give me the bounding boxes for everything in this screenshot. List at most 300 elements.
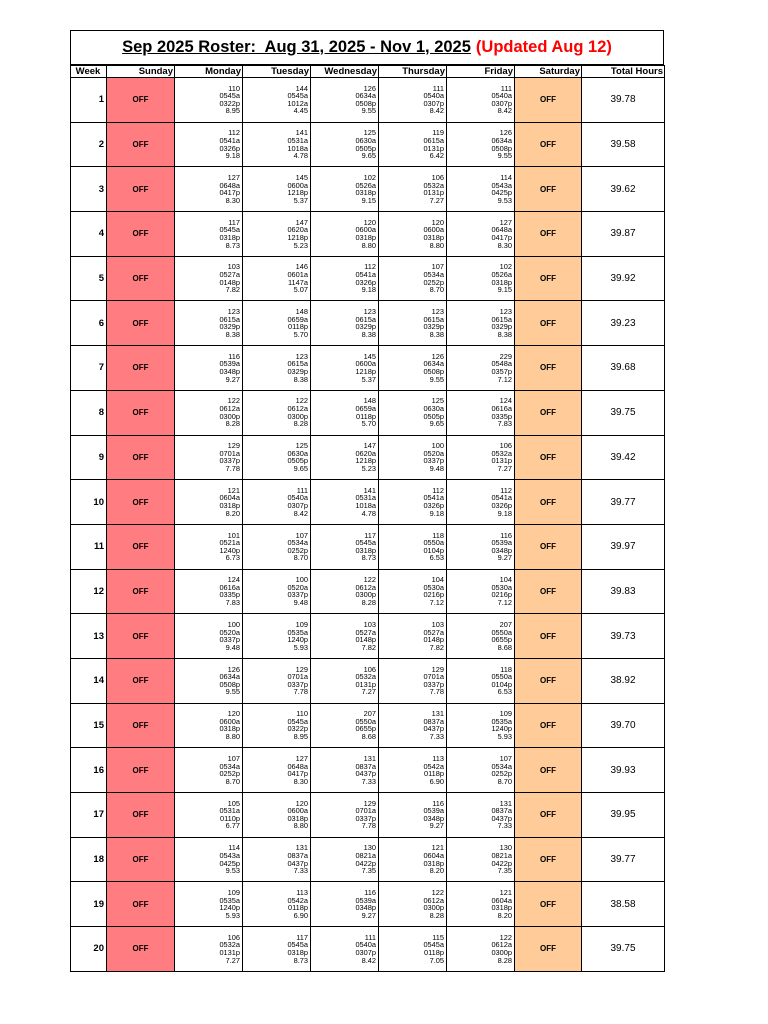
shift-run: 103	[227, 262, 240, 272]
shift-run: 117	[296, 932, 308, 942]
shift-end: 0318p	[355, 545, 376, 555]
shift-end: 0118p	[287, 322, 308, 332]
shift-run: 121	[227, 485, 240, 495]
shift-start: 0539a	[355, 895, 376, 905]
week-number: 13	[71, 614, 107, 659]
shift-start: 0612a	[423, 895, 444, 905]
wednesday-shift-cell	[311, 167, 379, 212]
thursday-shift-cell	[379, 390, 447, 435]
wednesday-shift-cell	[311, 748, 379, 793]
shift-run: 125	[363, 128, 376, 138]
shift-start: 0541a	[355, 270, 376, 279]
sunday-off-cell: OFF	[107, 927, 175, 972]
shift-end: 0505p	[355, 143, 376, 153]
shift-run: 123	[227, 307, 240, 317]
thursday-shift-cell	[379, 927, 447, 972]
shift-hours: 8.70	[225, 776, 240, 786]
shift-start: 0534a	[219, 761, 240, 771]
shift-hours: 5.37	[361, 374, 376, 384]
shift-run: 131	[363, 753, 376, 763]
shift-end: 0300p	[355, 590, 376, 600]
shift-start: 0600a	[423, 225, 444, 235]
header-row	[71, 66, 665, 78]
shift-start: 0545a	[287, 91, 308, 101]
shift-hours: 9.55	[225, 687, 240, 697]
monday-shift-cell	[175, 703, 243, 748]
week-number: 17	[71, 793, 107, 838]
shift-end: 0437p	[423, 724, 444, 734]
shift-end: 0318p	[219, 501, 240, 511]
shift-run: 124	[499, 396, 512, 406]
monday-shift-cell	[175, 882, 243, 927]
shift-start: 0612a	[491, 940, 512, 950]
shift-hours: 6.73	[225, 553, 240, 563]
shift-end: 0329p	[219, 322, 240, 332]
saturday-off-cell: OFF	[515, 435, 582, 480]
shift-start: 0634a	[423, 359, 444, 369]
week-number: 11	[71, 524, 107, 569]
shift-end: 0329p	[287, 366, 308, 376]
saturday-off-cell: OFF	[515, 167, 582, 212]
shift-start: 0648a	[287, 761, 308, 771]
shift-start: 0612a	[219, 404, 240, 414]
shift-hours: 7.78	[225, 463, 240, 473]
tuesday-shift-cell	[243, 748, 311, 793]
shift-start: 0527a	[423, 627, 444, 637]
week-row	[71, 748, 665, 793]
shift-start: 0550a	[355, 716, 376, 726]
shift-hours: 7.35	[497, 866, 512, 876]
shift-start: 0600a	[287, 180, 308, 190]
saturday-off-cell: OFF	[515, 524, 582, 569]
shift-start: 0531a	[287, 135, 308, 145]
friday-shift-cell	[447, 122, 515, 167]
shift-hours: 8.30	[497, 240, 512, 250]
shift-start: 0532a	[491, 448, 512, 458]
shift-hours: 9.27	[225, 374, 240, 384]
shift-hours: 7.27	[225, 955, 240, 965]
shift-hours: 7.05	[429, 955, 444, 965]
shift-start: 0543a	[491, 180, 512, 190]
shift-start: 0535a	[491, 716, 512, 726]
tuesday-shift-cell	[243, 882, 311, 927]
shift-run: 122	[295, 396, 308, 406]
shift-end: 0337p	[355, 813, 376, 823]
week-row	[71, 569, 665, 614]
shift-start: 0540a	[491, 91, 512, 101]
shift-start: 0634a	[491, 135, 512, 145]
shift-run: 207	[499, 619, 512, 629]
shift-run: 100	[431, 441, 444, 451]
monday-shift-cell	[175, 658, 243, 703]
shift-hours: 7.33	[429, 732, 444, 742]
tuesday-shift-cell	[243, 658, 311, 703]
shift-hours: 7.27	[497, 463, 512, 473]
wednesday-shift-cell	[311, 256, 379, 301]
shift-end: 0104p	[423, 545, 444, 555]
shift-hours: 8.28	[497, 955, 512, 965]
shift-run: 102	[499, 262, 512, 272]
week-row	[71, 212, 665, 257]
thursday-shift-cell	[379, 614, 447, 659]
monday-shift-cell	[175, 435, 243, 480]
shift-start: 0542a	[287, 895, 308, 905]
week-row	[71, 524, 665, 569]
shift-start: 0615a	[423, 314, 444, 324]
shift-start: 0612a	[355, 582, 376, 592]
total-hours-cell: 39.92	[582, 256, 665, 301]
week-number: 8	[71, 390, 107, 435]
shift-start: 0526a	[491, 270, 512, 279]
shift-hours: 9.27	[429, 821, 444, 831]
shift-end: 0417p	[219, 188, 240, 198]
shift-end: 0508p	[355, 98, 376, 108]
shift-start: 0541a	[491, 493, 512, 503]
total-hours-cell: 39.42	[582, 435, 665, 480]
sunday-off-cell: OFF	[107, 658, 175, 703]
shift-end: 1240p	[491, 724, 512, 734]
shift-start: 0601a	[287, 270, 308, 279]
shift-run: 148	[363, 396, 376, 406]
shift-run: 106	[227, 932, 240, 942]
shift-run: 120	[363, 217, 376, 227]
shift-run: 112	[364, 262, 376, 272]
shift-hours: 7.27	[429, 195, 444, 205]
shift-start: 0701a	[423, 672, 444, 682]
roster-sheet	[70, 30, 664, 972]
tuesday-shift-cell	[243, 614, 311, 659]
shift-run: 112	[228, 128, 240, 138]
shift-hours: 6.53	[497, 687, 512, 697]
wednesday-shift-cell	[311, 793, 379, 838]
shift-hours: 4.78	[293, 151, 308, 161]
shift-end: 0437p	[355, 769, 376, 779]
shift-start: 0659a	[355, 404, 376, 414]
shift-run: 120	[431, 217, 444, 227]
shift-run: 122	[499, 932, 512, 942]
week-row	[71, 882, 665, 927]
shift-hours: 8.80	[293, 821, 308, 831]
monday-shift-cell	[175, 480, 243, 525]
shift-start: 0545a	[219, 225, 240, 235]
total-hours-cell: 39.95	[582, 793, 665, 838]
wednesday-shift-cell	[311, 837, 379, 882]
header-friday: Friday	[447, 66, 515, 78]
shift-end: 0307p	[287, 501, 308, 511]
sunday-off-cell: OFF	[107, 480, 175, 525]
shift-end: 0417p	[491, 232, 512, 242]
monday-shift-cell	[175, 301, 243, 346]
shift-run: 100	[227, 619, 240, 629]
shift-hours: 8.42	[361, 955, 376, 965]
shift-run: 113	[296, 888, 308, 898]
shift-run: 111	[500, 83, 512, 93]
shift-hours: 9.27	[497, 553, 512, 563]
shift-hours: 7.27	[361, 687, 376, 697]
shift-start: 0540a	[355, 940, 376, 950]
sunday-off-cell: OFF	[107, 793, 175, 838]
shift-run: 147	[295, 217, 308, 227]
monday-shift-cell	[175, 78, 243, 123]
shift-end: 0131p	[423, 143, 444, 153]
thursday-shift-cell	[379, 167, 447, 212]
shift-run: 116	[364, 888, 376, 898]
shift-end: 0335p	[491, 411, 512, 421]
friday-shift-cell	[447, 301, 515, 346]
shift-start: 0612a	[287, 404, 308, 414]
shift-start: 0530a	[423, 582, 444, 592]
wednesday-shift-cell	[311, 346, 379, 391]
tuesday-shift-cell	[243, 301, 311, 346]
shift-end: 0300p	[423, 903, 444, 913]
shift-hours: 9.48	[225, 642, 240, 652]
wednesday-shift-cell	[311, 882, 379, 927]
header-monday: Monday	[175, 66, 243, 78]
thursday-shift-cell	[379, 78, 447, 123]
shift-hours: 8.73	[225, 240, 240, 250]
shift-end: 1218p	[355, 456, 376, 466]
friday-shift-cell	[447, 614, 515, 659]
shift-hours: 8.68	[361, 732, 376, 742]
total-hours-cell: 39.73	[582, 614, 665, 659]
sunday-off-cell: OFF	[107, 524, 175, 569]
wednesday-shift-cell	[311, 524, 379, 569]
shift-end: 0508p	[219, 679, 240, 689]
shift-hours: 8.80	[225, 732, 240, 742]
shift-start: 0648a	[219, 180, 240, 190]
sunday-off-cell: OFF	[107, 212, 175, 257]
shift-hours: 9.55	[361, 106, 376, 116]
saturday-off-cell: OFF	[515, 480, 582, 525]
shift-hours: 7.82	[225, 285, 240, 295]
total-hours-cell: 38.92	[582, 658, 665, 703]
shift-hours: 8.28	[225, 419, 240, 429]
shift-start: 0837a	[423, 716, 444, 726]
shift-hours: 7.12	[429, 598, 444, 607]
shift-end: 0326p	[219, 143, 240, 153]
shift-run: 127	[227, 173, 240, 183]
thursday-shift-cell	[379, 480, 447, 525]
thursday-shift-cell	[379, 837, 447, 882]
shift-end: 0131p	[423, 188, 444, 198]
week-row	[71, 346, 665, 391]
shift-start: 0534a	[423, 270, 444, 279]
shift-end: 1018a	[355, 501, 376, 511]
week-number: 19	[71, 882, 107, 927]
monday-shift-cell	[175, 167, 243, 212]
shift-run: 123	[431, 307, 444, 317]
week-number: 3	[71, 167, 107, 212]
shift-run: 107	[431, 262, 444, 272]
shift-hours: 7.78	[429, 687, 444, 697]
shift-hours: 8.28	[293, 419, 308, 429]
shift-hours: 8.38	[293, 374, 308, 384]
shift-start: 0545a	[287, 940, 308, 950]
shift-hours: 6.90	[429, 776, 444, 786]
shift-hours: 7.33	[361, 776, 376, 786]
shift-end: 0348p	[355, 903, 376, 913]
shift-run: 114	[228, 843, 240, 853]
tuesday-shift-cell	[243, 524, 311, 569]
shift-hours: 8.38	[225, 329, 240, 339]
shift-end: 0307p	[423, 98, 444, 108]
shift-run: 118	[500, 664, 512, 674]
shift-start: 0701a	[219, 448, 240, 458]
tuesday-shift-cell	[243, 837, 311, 882]
shift-start: 0821a	[491, 850, 512, 860]
friday-shift-cell	[447, 748, 515, 793]
friday-shift-cell	[447, 569, 515, 614]
shift-run: 109	[295, 619, 308, 629]
sunday-off-cell: OFF	[107, 614, 175, 659]
saturday-off-cell: OFF	[515, 793, 582, 838]
sunday-off-cell: OFF	[107, 301, 175, 346]
shift-start: 0550a	[491, 627, 512, 637]
shift-start: 0540a	[287, 493, 308, 503]
shift-hours: 7.35	[361, 866, 376, 876]
shift-run: 127	[499, 217, 512, 227]
shift-start: 0542a	[423, 761, 444, 771]
shift-hours: 7.83	[225, 598, 240, 607]
shift-end: 0300p	[287, 411, 308, 421]
shift-hours: 8.70	[497, 776, 512, 786]
shift-end: 0216p	[423, 590, 444, 600]
shift-run: 120	[227, 709, 240, 719]
week-row	[71, 480, 665, 525]
shift-end: 0118p	[423, 769, 444, 779]
header-thursday: Thursday	[379, 66, 447, 78]
shift-end: 0348p	[423, 813, 444, 823]
shift-end: 0216p	[491, 590, 512, 600]
saturday-off-cell: OFF	[515, 346, 582, 391]
shift-run: 144	[295, 83, 308, 93]
shift-start: 0616a	[219, 582, 240, 592]
roster-table	[70, 65, 665, 972]
shift-start: 0527a	[219, 270, 240, 279]
shift-run: 125	[295, 441, 308, 451]
shift-hours: 8.30	[293, 776, 308, 786]
friday-shift-cell	[447, 524, 515, 569]
tuesday-shift-cell	[243, 346, 311, 391]
shift-start: 0620a	[355, 448, 376, 458]
shift-hours: 8.20	[225, 508, 240, 518]
tuesday-shift-cell	[243, 212, 311, 257]
shift-end: 0318p	[287, 947, 308, 957]
shift-hours: 9.53	[225, 866, 240, 876]
saturday-off-cell: OFF	[515, 301, 582, 346]
shift-end: 0329p	[423, 322, 444, 332]
week-row	[71, 167, 665, 212]
shift-end: 0318p	[219, 724, 240, 734]
shift-run: 103	[431, 619, 444, 629]
shift-hours: 8.38	[497, 329, 512, 339]
week-number: 14	[71, 658, 107, 703]
friday-shift-cell	[447, 793, 515, 838]
shift-end: 0505p	[423, 411, 444, 421]
friday-shift-cell	[447, 390, 515, 435]
shift-hours: 5.23	[361, 463, 376, 473]
shift-end: 1218p	[287, 232, 308, 242]
thursday-shift-cell	[379, 346, 447, 391]
week-row	[71, 390, 665, 435]
shift-end: 1018a	[287, 143, 308, 153]
shift-run: 102	[363, 173, 376, 183]
tuesday-shift-cell	[243, 793, 311, 838]
shift-run: 105	[227, 798, 240, 808]
total-hours-cell: 39.93	[582, 748, 665, 793]
wednesday-shift-cell	[311, 658, 379, 703]
shift-end: 0505p	[287, 456, 308, 466]
shift-start: 0620a	[287, 225, 308, 235]
shift-end: 0318p	[491, 277, 512, 287]
shift-hours: 6.77	[225, 821, 240, 831]
wednesday-shift-cell	[311, 122, 379, 167]
shift-start: 0837a	[287, 850, 308, 860]
shift-hours: 8.70	[293, 553, 308, 563]
shift-start: 0534a	[491, 761, 512, 771]
week-row	[71, 703, 665, 748]
saturday-off-cell: OFF	[515, 837, 582, 882]
monday-shift-cell	[175, 927, 243, 972]
shift-hours: 8.95	[225, 106, 240, 116]
total-hours-cell: 39.62	[582, 167, 665, 212]
header-sunday: Sunday	[107, 66, 175, 78]
saturday-off-cell: OFF	[515, 390, 582, 435]
shift-end: 0337p	[287, 679, 308, 689]
sunday-off-cell: OFF	[107, 569, 175, 614]
shift-hours: 8.73	[361, 553, 376, 563]
shift-end: 0131p	[491, 456, 512, 466]
tuesday-shift-cell	[243, 122, 311, 167]
shift-end: 1240p	[287, 635, 308, 645]
shift-end: 0326p	[355, 277, 376, 287]
shift-run: 121	[499, 888, 512, 898]
monday-shift-cell	[175, 256, 243, 301]
sunday-off-cell: OFF	[107, 346, 175, 391]
shift-start: 0535a	[287, 627, 308, 637]
shift-hours: 4.45	[293, 106, 308, 116]
header-saturday: Saturday	[515, 66, 582, 78]
shift-hours: 7.33	[497, 821, 512, 831]
header-total-hours: Total Hours	[582, 66, 665, 78]
roster-title	[70, 30, 664, 65]
shift-hours: 8.20	[497, 910, 512, 920]
saturday-off-cell: OFF	[515, 78, 582, 123]
shift-end: 0104p	[491, 679, 512, 689]
shift-run: 229	[499, 351, 512, 361]
thursday-shift-cell	[379, 524, 447, 569]
shift-end: 0422p	[355, 858, 376, 868]
shift-end: 0329p	[491, 322, 512, 332]
shift-run: 126	[499, 128, 512, 138]
shift-hours: 7.12	[497, 374, 512, 384]
shift-hours: 6.90	[293, 910, 308, 920]
week-row	[71, 78, 665, 123]
total-hours-cell: 39.77	[582, 837, 665, 882]
shift-end: 0425p	[491, 188, 512, 198]
shift-run: 106	[499, 441, 512, 451]
friday-shift-cell	[447, 658, 515, 703]
shift-end: 1218p	[355, 366, 376, 376]
shift-hours: 9.55	[497, 151, 512, 161]
shift-start: 0634a	[355, 91, 376, 101]
shift-run: 116	[228, 351, 240, 361]
shift-start: 0539a	[423, 806, 444, 816]
friday-shift-cell	[447, 882, 515, 927]
week-row	[71, 614, 665, 659]
shift-run: 119	[432, 128, 444, 138]
friday-shift-cell	[447, 256, 515, 301]
